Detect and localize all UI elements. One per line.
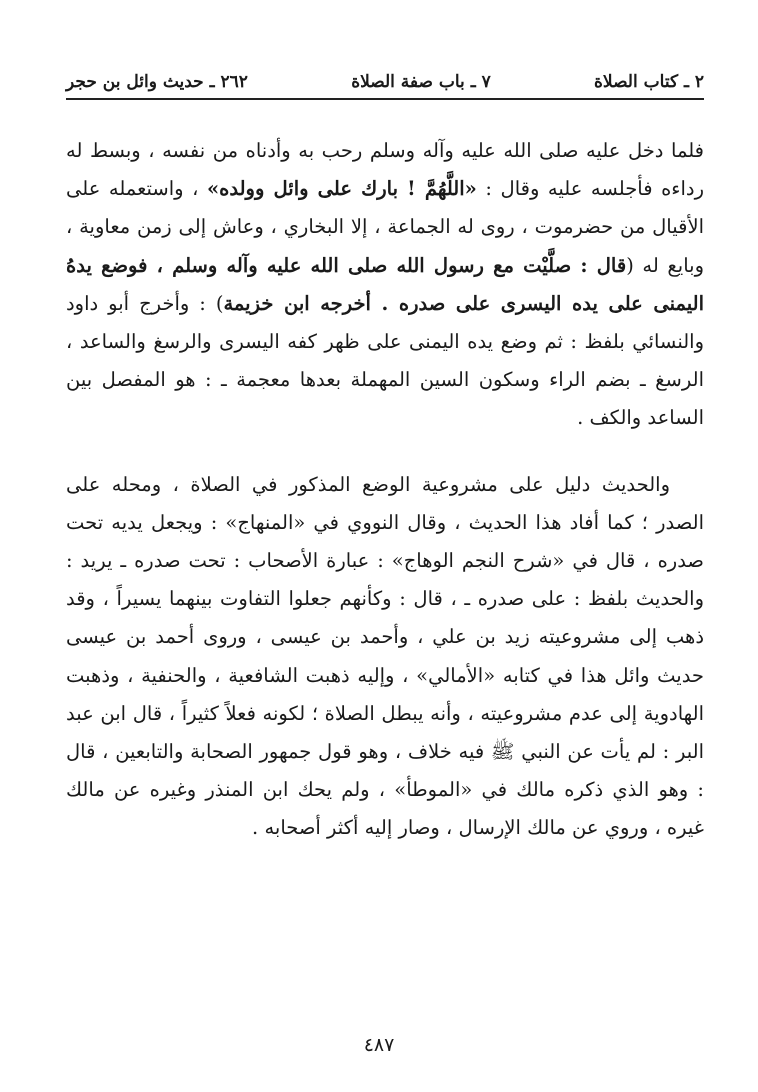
header-hadith: ٢٦٢ ـ حديث وائل بن حجر <box>66 72 248 92</box>
paragraph1-part2: ، واستعمله على الأقيال من حضرموت ، روى له الجماعة ، إلا البخاري ، وعاش إلى زمن معاوية ، وبايع له ( <box>66 177 704 277</box>
paragraph1-part3: ) : وأخرج أبو داود والنسائي بلفظ : ثم وضع يده اليمنى على ظهر كفه اليسرى والرسغ والساعد ، الرسغ ـ بضم الراء وسكون السين المهملة بعدها معجمة ـ : هو المفصل بين الساعد والكف . <box>66 291 704 430</box>
paragraph-commentary: والحديث دليل على مشروعية الوضع المذكور في الصلاة ، ومحله على الصدر ؛ كما أفاد هذا الحديث ، وقال النووي في «المنهاج» : ويجعل يديه تحت صدره ، قال في «شرح النجم الوهاج» : عبارة الأصحاب : تحت صدره ـ يريد : والحديث بلفظ : على صدره ـ ، قال : وكأنهم جعلوا التفاوت بينهما يسيراً ، وقد ذهب إلى مشروعيته زيد بن علي ، وأحمد بن عيسى ، وروى أحمد بن عيسى حديث وائل هذا في كتابه «الأمالي» ، وإليه ذهبت الشافعية ، والحنفية ، وذهبت الهادوية إلى عدم مشروعيته ، وأنه يبطل الصلاة ؛ لكونه فعلاً كثيراً ، قال ابن عبد البر : لم يأت عن النبي ﷺ فيه خلاف ، وهو قول جمهور الصحابة والتابعين ، قال : وهو الذي ذكره مالك في «الموطأ» ، ولم يحك ابن المنذر وغيره عن مالك غيره ، وروي عن مالك الإرسال ، وصار إليه أكثر أصحابه . <box>66 472 704 840</box>
paragraph1-part1: فلما دخل عليه صلى الله عليه وآله وسلم رحب به وأدناه من نفسه ، وبسط له رداءه فأجلسه عليه وقال : <box>66 139 704 201</box>
paragraph1-bold-supplication: «اللَّهُمَّ ! بارك على وائل وولده» <box>206 177 477 201</box>
header-section: ٧ ـ باب صفة الصلاة <box>351 72 491 92</box>
page-number: ٤٨٧ <box>363 1034 395 1056</box>
header-chapter: ٢ ـ كتاب الصلاة <box>594 72 704 92</box>
paragraph1-bold-hadith-text: قال : صلَّيْت مع رسول الله صلى الله عليه وآله وسلم ، فوضع يدهُ اليمنى على يده اليسرى على صدره . أخرجه ابن خزيمة <box>66 253 704 315</box>
paragraph-narrator-biography <box>66 132 704 438</box>
body-text <box>66 132 704 848</box>
running-header <box>66 56 704 100</box>
